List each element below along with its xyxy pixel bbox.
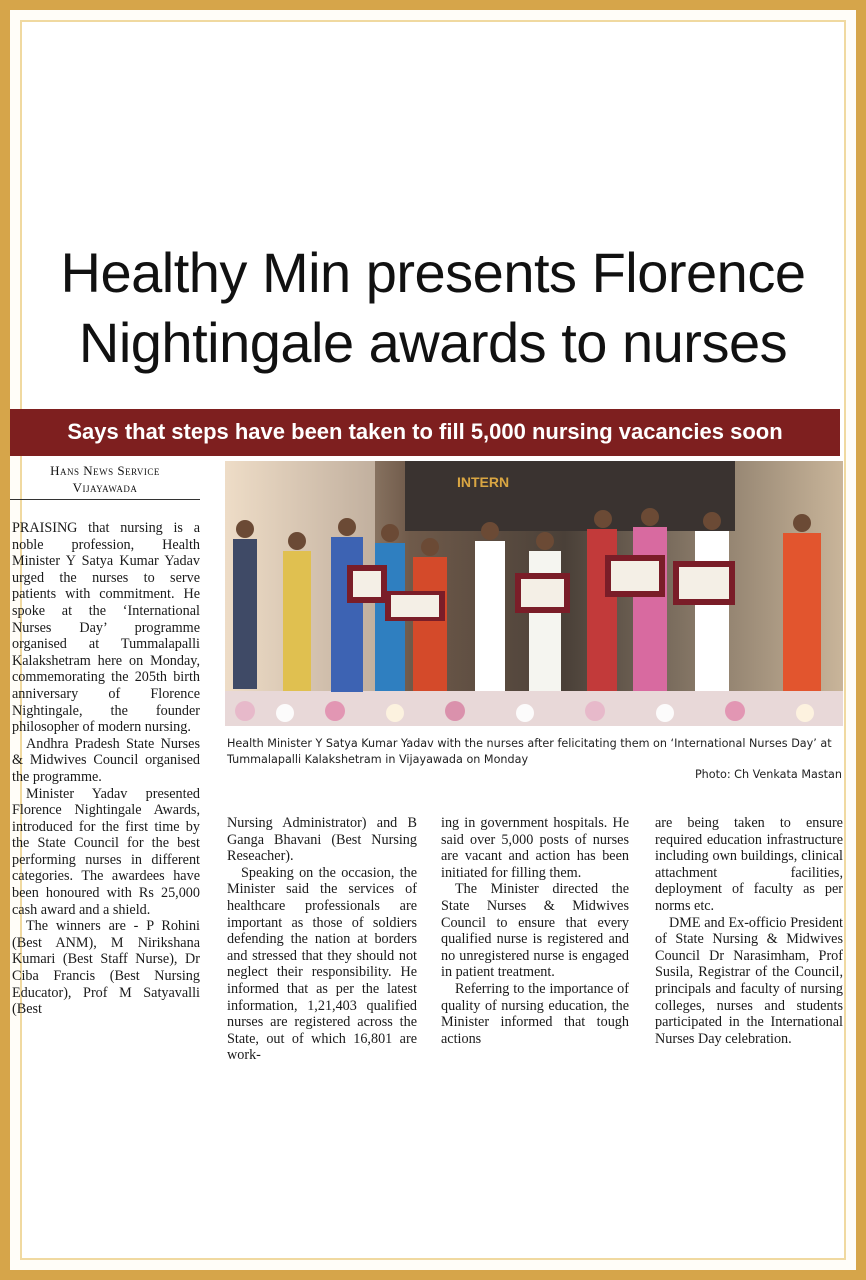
paragraph: are being taken to ensure required education infrastructure including own buildings, clinical attachment facilities, deployment of faculty as per norms etc. [655,815,843,914]
banner-text: INTERN [457,474,510,490]
subheadline-bar [10,409,840,456]
article-column-4 [655,815,843,1047]
event-photo [225,461,843,726]
paragraph: Minister Yadav presented Florence Nightingale Awards, introduced for the first time by the State Council for the best performing nurses in different categories. The awardees have been honoured with Rs 25,000 cash award and a shield. [12,785,200,918]
article-column-3 [441,815,629,1047]
headline-line-2: Nightingale awards to nurses [78,311,788,374]
paragraph: Nursing Administrator) and B Ganga Bhavani (Best Nursing Reseacher). [227,815,417,865]
byline-service: Hans News Service [50,463,160,478]
article-column-2 [227,815,417,1064]
photo-credit: Photo: Ch Venkata Mastan [694,768,842,781]
byline [10,462,200,496]
photo-caption: Health Minister Y Satya Kumar Yadav with the nurses after felicitating them on ‘International Nurses Day’ at Tummalapalli Kalakshetram in Vijayawada on Monday [227,737,832,766]
article-column-1 [12,520,200,1018]
byline-location: Vijayawada [72,480,138,495]
headline [14,238,852,378]
byline-divider [10,499,200,500]
paragraph: Andhra Pradesh State Nurses & Midwives Council organised the programme. [12,735,200,785]
headline-line-1: Healthy Min presents Florence [60,241,806,304]
paragraph: DME and Ex-officio President of State Nursing & Midwives Council Dr Narasimham, Prof Susila, Registrar of the Council, principals and faculty of nursing colleges, nurses and students participated in the International Nurses Day celebration. [655,914,843,1047]
paragraph: Referring to the importance of quality of nursing education, the Minister informed that tough actions [441,980,629,1047]
paragraph: The winners are - P Rohini (Best ANM), M Nirikshana Kumari (Best Staff Nurse), Dr Ciba Francis (Best Nursing Educator), Prof M Satyavalli (Best [12,918,200,1018]
paragraph: ing in government hospitals. He said over 5,000 posts of nurses are vacant and action has been initiated for filling them. [441,815,629,881]
event-photo-illustration [225,461,843,726]
subheadline: Says that steps have been taken to fill 5,000 nursing vacancies soon [67,419,783,444]
paragraph: Speaking on the occasion, the Minister said the services of healthcare professionals are important as those of soldiers defending the nation at borders and stressed that they should not neglect their responsibility. He informed that as per the latest information, 1,21,403 qualified nurses are registered across the State, out of which 16,801 are work- [227,864,417,1064]
paragraph: PRAISING that nursing is a noble profession, Health Minister Y Satya Kumar Yadav urged the nurses to serve patients with commitment. He spoke at the ‘International Nurses Day’ programme organised at Tummalapalli Kalakshetram here on Monday, commemorating the 205th birth anniversary of Florence Nightingale, the founder philosopher of modern nursing. [12,520,200,736]
paragraph: The Minister directed the State Nurses & Midwives Council to ensure that every qualified nurse is registered and no unregistered nurse is engaged in patient treatment. [441,881,629,981]
